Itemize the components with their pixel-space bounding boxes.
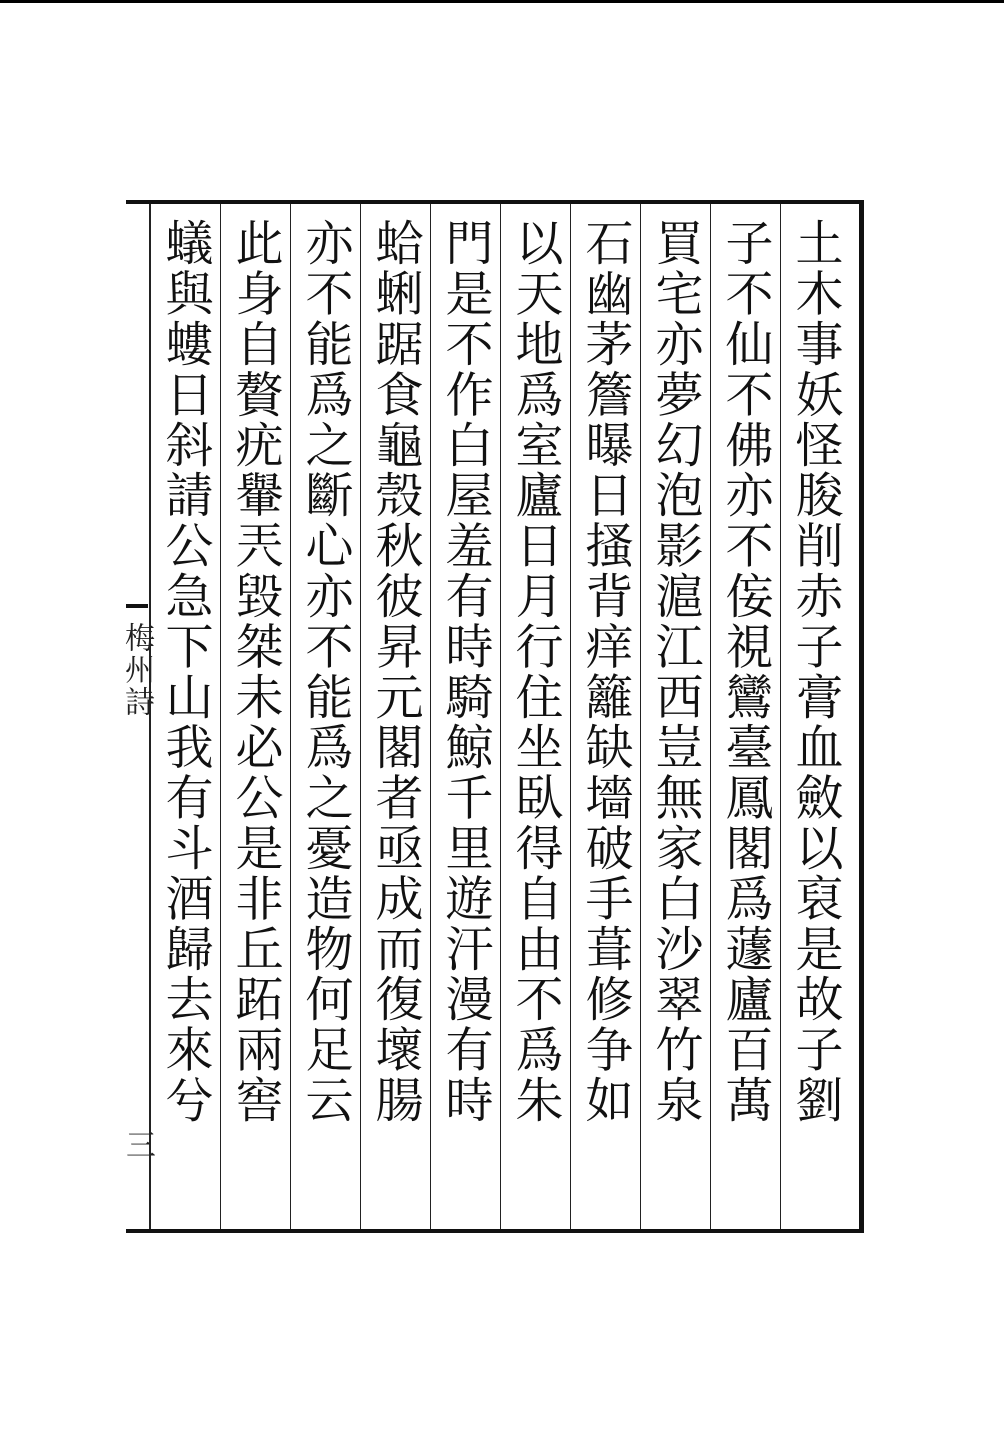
banxin-title: 梅州詩: [119, 622, 154, 718]
text-column-1: 土木事妖怪朘削赤子膏血斂以裒是故子劉: [780, 204, 850, 1229]
banxin-margin: [119, 204, 155, 1229]
text-column-9: 此身自贅疣轝兲毀桀未必公是非丘跖兩窖: [220, 204, 290, 1229]
fishtail-mark: [126, 604, 148, 608]
text-column-7: 蛤蜊踞食龜殼秋彼昇元閣者亟成而復壞腸: [360, 204, 430, 1229]
top-rule: [0, 0, 1004, 3]
text-column-8: 亦不能爲之斷心亦不能爲之憂造物何足云: [290, 204, 360, 1229]
text-column-2: 子不仙不佛亦不侫視鸞臺鳳閣爲蘧廬百萬: [710, 204, 780, 1229]
text-column-4: 石幽茅簷曝日搔背痒籬缺墻破手葺修争如: [570, 204, 640, 1229]
text-block: [150, 204, 850, 1229]
banxin-page-number: 三: [120, 1129, 155, 1159]
text-column-10: 蟻與螻日斜請公急下山我有斗酒歸去來兮: [150, 204, 220, 1229]
text-column-5: 以天地爲室廬日月行住坐臥得自由不爲朱: [500, 204, 570, 1229]
text-column-3: 買宅亦夢幻泡影滬江西豈無家白沙翠竹泉: [640, 204, 710, 1229]
text-column-6: 門是不作白屋羞有時騎鯨千里遊汗漫有時: [430, 204, 500, 1229]
